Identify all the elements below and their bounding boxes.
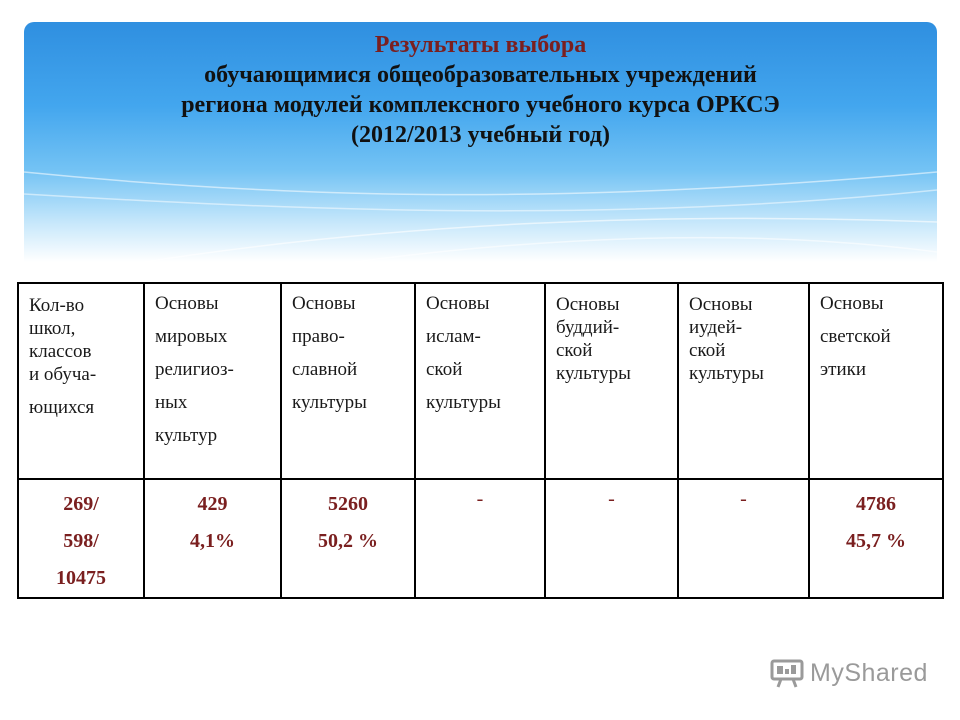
value-text: 4786 bbox=[856, 493, 896, 515]
header-text: культур bbox=[155, 425, 218, 446]
header-text: Основы bbox=[155, 293, 219, 314]
table-row bbox=[18, 479, 943, 598]
value-cell-judaic bbox=[678, 479, 809, 598]
header-cell-counts bbox=[18, 283, 144, 479]
header-text: ской bbox=[556, 340, 593, 361]
header-cell-orthodox bbox=[281, 283, 415, 479]
title-line-2: обучающимися общеобразовательных учреждений bbox=[204, 62, 757, 88]
header-text: религиоз- bbox=[155, 359, 234, 380]
header-text: культуры bbox=[556, 363, 631, 384]
presentation-board-icon bbox=[770, 658, 804, 688]
value-text: 4,1% bbox=[190, 530, 235, 552]
header-text: школ, bbox=[29, 318, 76, 339]
header-cell-buddhist bbox=[545, 283, 678, 479]
slide-title bbox=[24, 30, 937, 150]
header-cell-secular-ethics bbox=[809, 283, 943, 479]
header-cell-judaic bbox=[678, 283, 809, 479]
value-text: - bbox=[476, 488, 484, 510]
value-text: 598/ bbox=[63, 530, 99, 552]
header-row bbox=[18, 283, 943, 479]
header-text: ных bbox=[155, 392, 188, 413]
header-text: ской bbox=[689, 340, 726, 361]
header-text: право- bbox=[292, 326, 345, 347]
header-text: славной bbox=[292, 359, 358, 380]
header-text: буддий- bbox=[556, 317, 620, 338]
header-text: Основы bbox=[292, 293, 356, 314]
header-text: этики bbox=[820, 359, 867, 380]
header-text: светской bbox=[820, 326, 891, 347]
value-text: 10475 bbox=[56, 567, 106, 589]
header-text: иудей- bbox=[689, 317, 743, 338]
header-text: культуры bbox=[689, 363, 764, 384]
value-text: - bbox=[740, 488, 747, 510]
header-text: мировых bbox=[155, 326, 228, 347]
header-text: Кол-во bbox=[29, 295, 85, 316]
title-line-4: (2012/2013 учебный год) bbox=[351, 122, 610, 148]
value-text: 429 bbox=[197, 493, 228, 515]
value-cell-secular-ethics bbox=[809, 479, 943, 598]
header-text: Основы bbox=[820, 293, 884, 314]
title-line-1: Результаты выбора bbox=[374, 32, 587, 58]
header-text: и обуча- bbox=[29, 364, 97, 385]
value-cell-orthodox bbox=[281, 479, 415, 598]
watermark-logo bbox=[770, 658, 928, 688]
value-text: 5260 bbox=[328, 493, 368, 515]
header-text: ющихся bbox=[29, 397, 95, 418]
header-cell-islamic bbox=[415, 283, 545, 479]
value-text: 269/ bbox=[63, 493, 99, 515]
header-text: культуры bbox=[426, 392, 501, 413]
value-text: - bbox=[608, 488, 615, 510]
header-text: Основы bbox=[556, 294, 620, 315]
watermark-text: MyShared bbox=[810, 658, 928, 687]
header-text: ской bbox=[426, 359, 463, 380]
value-text: 45,7 % bbox=[846, 530, 906, 552]
header-cell-world-religions bbox=[144, 283, 281, 479]
header-text: классов bbox=[29, 341, 92, 362]
title-line-3: региона модулей комплексного учебного курса ОРКСЭ bbox=[181, 92, 780, 118]
value-cell-islamic bbox=[415, 479, 545, 598]
value-cell-counts bbox=[18, 479, 144, 598]
value-text: 50,2 % bbox=[318, 530, 378, 552]
header-text: ислам- bbox=[426, 326, 481, 347]
header-text: Основы bbox=[426, 293, 490, 314]
value-cell-world-religions bbox=[144, 479, 281, 598]
header-text: культуры bbox=[292, 392, 367, 413]
results-table bbox=[17, 282, 944, 599]
header-text: Основы bbox=[689, 294, 753, 315]
value-cell-buddhist bbox=[545, 479, 678, 598]
